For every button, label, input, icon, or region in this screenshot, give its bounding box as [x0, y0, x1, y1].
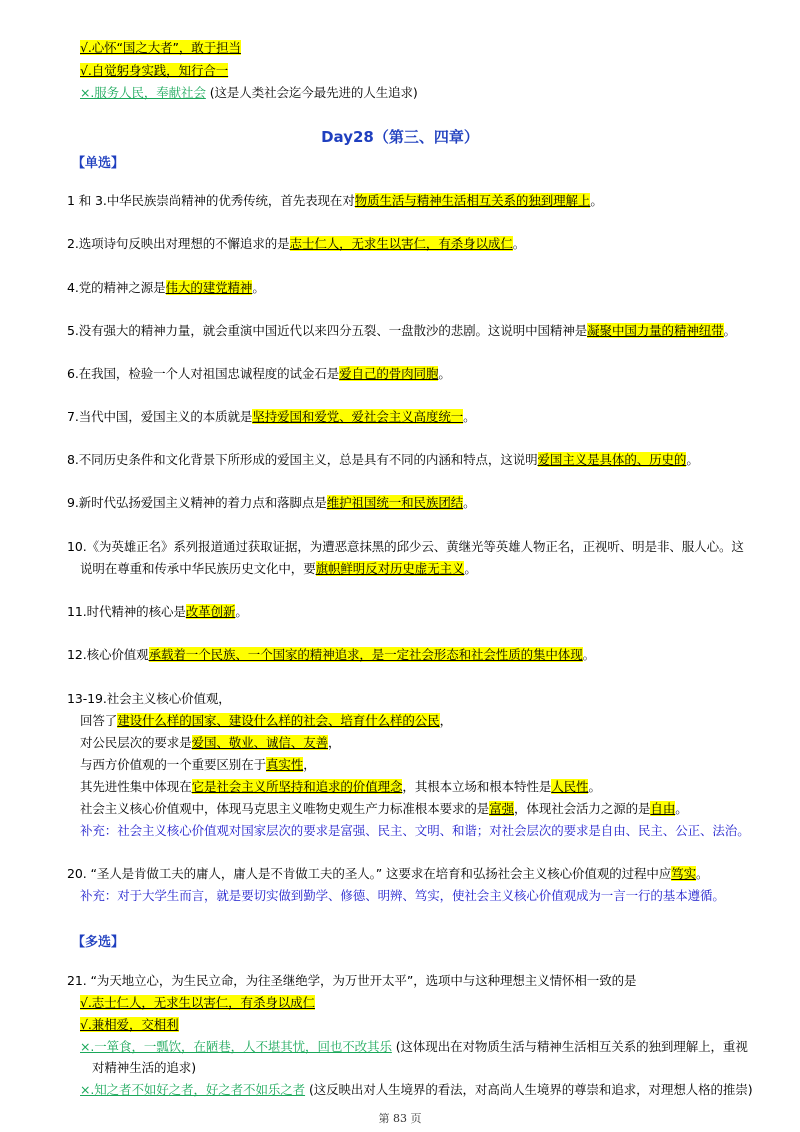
question-13-line: 社会主义核心价值观中，体现马克思主义唯物史观生产力标准根本要求的是富强，体现社会活力之源的是自由。: [80, 801, 688, 816]
question-7: 7.当代中国，爱国主义的本质就是坚持爱国和爱党、爱社会主义高度统一。: [67, 409, 476, 424]
question-13-line: 回答了建设什么样的国家、建设什么样的社会、培育什么样的公民，: [80, 713, 453, 728]
section-multi-choice: 【多选】: [72, 935, 125, 950]
option-correct: √.心怀“国之大者”，敢于担当: [80, 40, 241, 55]
supplement-note: 补充：社会主义核心价值观对国家层次的要求是富强、民主、文明、和谐；对社会层次的要求是自由、民主、公正、法治。: [80, 823, 750, 838]
option-wrong-note: 对精神生活的追求): [92, 1060, 196, 1075]
question-11: 11.时代精神的核心是改革创新。: [67, 604, 248, 619]
page-number: 第 83 页: [378, 1112, 422, 1125]
question-6: 6.在我国，检验一个人对祖国忠诚程度的试金石是爱自己的骨肉同胞。: [67, 366, 451, 381]
question-4: 4.党的精神之源是伟大的建党精神。: [67, 280, 265, 295]
question-21: 21. “为天地立心，为生民立命，为往圣继绝学，为万世开太平”，选项中与这种理想主义情怀相一致的是: [67, 973, 637, 988]
option-wrong: ×.知之者不如好之者，好之者不如乐之者 (这反映出对人生境界的看法，对高尚人生境界的尊崇和追求，对理想人格的推崇): [80, 1082, 753, 1097]
option-correct: √.兼相爱，交相利: [80, 1017, 179, 1032]
question-10-cont: 说明在尊重和传承中华民族历史文化中，要旗帜鲜明反对历史虚无主义。: [80, 561, 477, 576]
question-13-19: 13-19.社会主义核心价值观，: [67, 691, 231, 706]
page-title: Day28（第三、四章）: [321, 128, 479, 146]
question-12: 12.核心价值观承载着一个民族、一个国家的精神追求，是一定社会形态和社会性质的集中体现。: [67, 647, 596, 662]
question-9: 9.新时代弘扬爱国主义精神的着力点和落脚点是维护祖国统一和民族团结。: [67, 495, 476, 510]
supplement-note: 补充：对于大学生而言，就是要切实做到勤学、修德、明辨、笃实，使社会主义核心价值观成为一言一行的基本遵循。: [80, 888, 725, 903]
option-correct: √.自觉躬身实践，知行合一: [80, 63, 229, 78]
question-13-line: 与西方价值观的一个重要区别在于真实性，: [80, 757, 316, 772]
question-8: 8.不同历史条件和文化背景下所形成的爱国主义，总是具有不同的内涵和特点，这说明爱国主义是具体的、历史的。: [67, 452, 699, 467]
option-correct: √.志士仁人，无求生以害仁，有杀身以成仁: [80, 995, 315, 1010]
question-2: 2.选项诗句反映出对理想的不懈追求的是志士仁人，无求生以害仁，有杀身以成仁。: [67, 236, 526, 251]
question-13-line: 其先进性集中体现在它是社会主义所坚持和追求的价值理念，其根本立场和根本特性是人民性。: [80, 779, 601, 794]
question-5: 5.没有强大的精神力量，就会重演中国近代以来四分五裂、一盘散沙的悲剧。这说明中国精神是凝聚中国力量的精神纽带。: [67, 323, 736, 338]
question-20: 20. “圣人是肯做工夫的庸人，庸人是不肯做工夫的圣人。” 这要求在培育和弘扬社会主义核心价值观的过程中应笃实。: [67, 866, 709, 881]
section-single-choice: 【单选】: [72, 156, 125, 171]
question-1: 1 和 3.中华民族崇尚精神的优秀传统，首先表现在对物质生活与精神生活相互关系的独到理解上。: [67, 193, 603, 208]
question-13-line: 对公民层次的要求是爱国、敬业、诚信、友善，: [80, 735, 341, 750]
question-10: 10.《为英雄正名》系列报道通过获取证据，为遭恶意抹黑的邱少云、黄继光等英雄人物正名，正视听、明是非、服人心。这: [67, 539, 744, 554]
option-wrong: ×.服务人民，奉献社会 (这是人类社会迄今最先进的人生追求): [80, 85, 418, 100]
option-wrong: ×.一箪食，一瓢饮，在陋巷，人不堪其忧，回也不改其乐 (这体现出在对物质生活与精神生活相互关系的独到理解上，重视: [80, 1039, 748, 1054]
